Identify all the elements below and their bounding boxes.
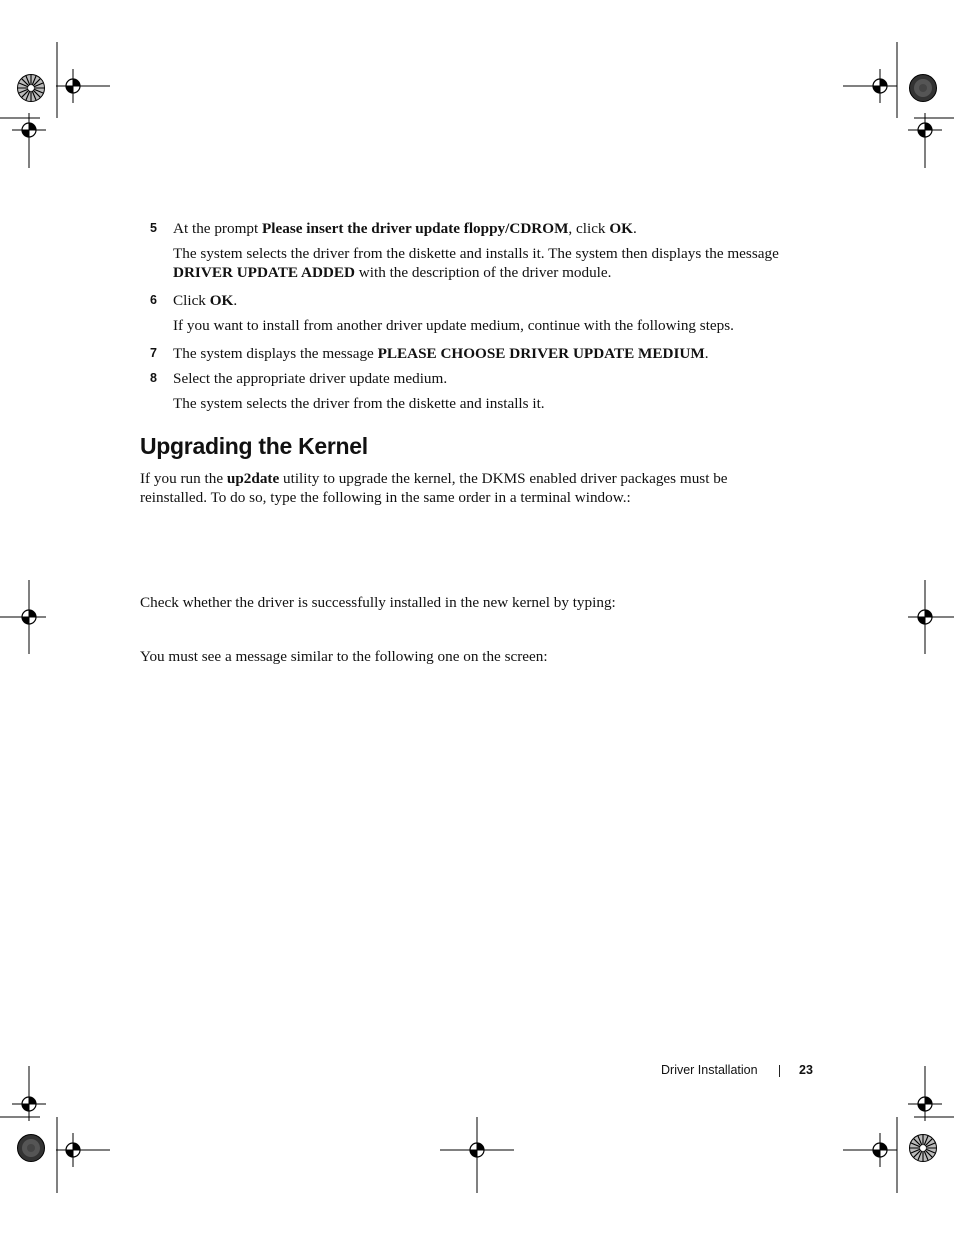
footer-chapter-title: Driver Installation bbox=[661, 1063, 758, 1077]
text-run: . bbox=[233, 292, 238, 309]
step-number: 5 bbox=[150, 221, 157, 235]
step-number: 8 bbox=[150, 371, 157, 385]
footer-separator bbox=[779, 1065, 780, 1077]
section-heading: Upgrading the Kernel bbox=[140, 433, 368, 459]
step-instruction bbox=[173, 291, 237, 310]
text-run: Click bbox=[173, 292, 210, 309]
text-run: At the prompt bbox=[173, 220, 263, 237]
message-paragraph: You must see a message similar to the following one on the screen: bbox=[140, 648, 548, 665]
text-run: . bbox=[632, 220, 637, 237]
text-run: The system displays the message bbox=[173, 345, 378, 362]
ok-label: OK bbox=[209, 292, 234, 309]
section-intro-continued: reinstalled. To do so, type the following in the same order in a terminal window.: bbox=[140, 489, 631, 506]
prompt-text: Please insert the driver update floppy/CDROM bbox=[262, 220, 569, 237]
utility-name: up2date bbox=[226, 470, 280, 487]
text-run: , click bbox=[568, 220, 610, 237]
text-run: with the description of the driver module. bbox=[354, 264, 612, 281]
step-number: 6 bbox=[150, 293, 157, 307]
step-detail: If you want to install from another driver update medium, continue with the following steps. bbox=[173, 317, 734, 334]
ok-label: OK bbox=[609, 220, 633, 237]
text-run: If you run the bbox=[140, 470, 227, 487]
step-instruction bbox=[173, 219, 637, 238]
page-number: 23 bbox=[799, 1063, 813, 1077]
step-instruction: Select the appropriate driver update medium. bbox=[173, 370, 448, 387]
step-instruction bbox=[173, 344, 709, 363]
text-run: utility to upgrade the kernel, the DKMS enabled driver packages must be bbox=[279, 470, 728, 487]
step-detail: The system selects the driver from the diskette and installs it. bbox=[173, 395, 545, 412]
text-run: . bbox=[704, 345, 709, 362]
section-intro bbox=[140, 469, 728, 488]
message-text: PLEASE CHOOSE DRIVER UPDATE MEDIUM bbox=[377, 345, 705, 362]
message-text: DRIVER UPDATE ADDED bbox=[173, 264, 355, 281]
step-number: 7 bbox=[150, 346, 157, 360]
check-paragraph: Check whether the driver is successfully installed in the new kernel by typing: bbox=[140, 594, 616, 611]
step-detail: The system selects the driver from the diskette and installs it. The system then displays the message bbox=[173, 245, 779, 262]
step-detail bbox=[173, 263, 611, 282]
